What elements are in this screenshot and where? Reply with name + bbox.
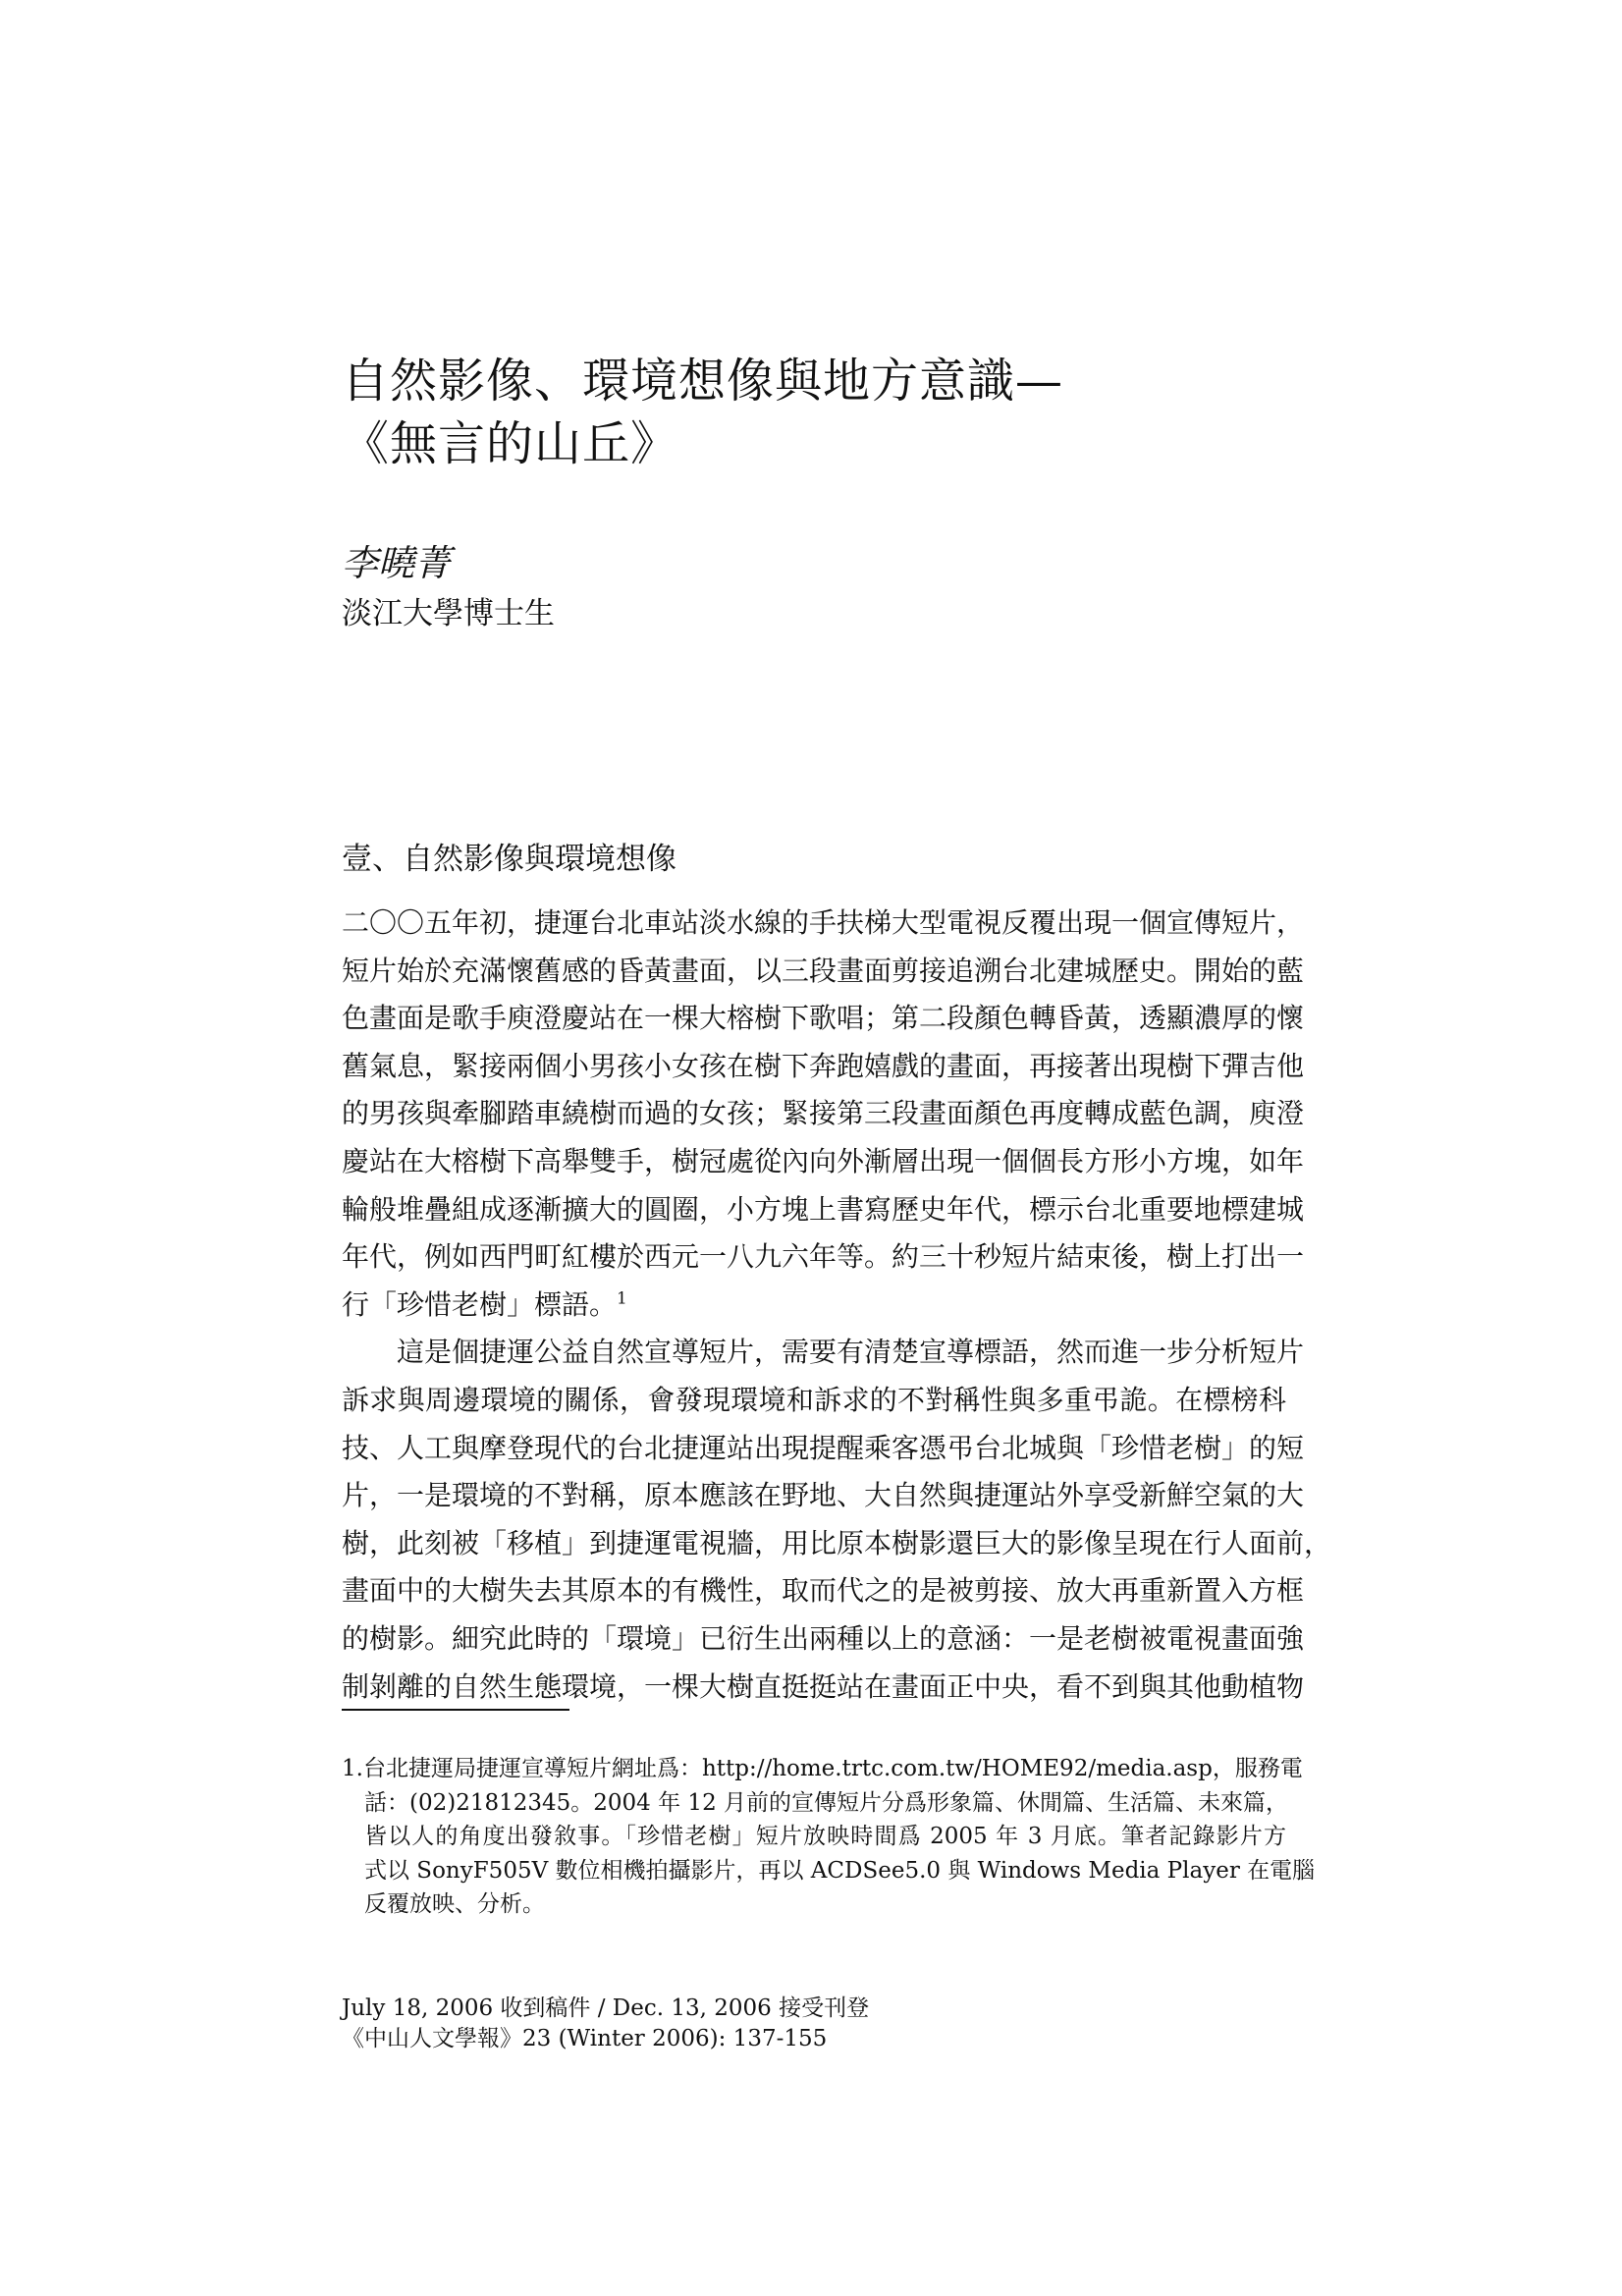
body-line: 技、人工與摩登現代的台北捷運站出現提醒乘客憑弔台北城與「珍惜老樹」的短	[342, 1431, 1305, 1464]
journal-citation: 《中山人文學報》23 (Winter 2006): 137-155	[342, 2026, 828, 2051]
section-heading: 壹、自然影像與環境想像	[342, 842, 676, 877]
footnote-line: 反覆放映、分析。	[364, 1891, 545, 1918]
author-affiliation: 淡江大學博士生	[342, 596, 555, 631]
author-name: 李曉菁	[342, 542, 451, 584]
body-text	[342, 900, 1332, 1711]
footnote-divider	[342, 1709, 569, 1711]
body-line: 色畫面是歌手庾澄慶站在一棵大榕樹下歌唱；第二段顏色轉昏黃，透顯濃厚的懷	[342, 1002, 1305, 1035]
body-line: 的樹影。細究此時的「環境」已衍生出兩種以上的意涵：一是老樹被電視畫面強	[342, 1621, 1305, 1655]
title-line-1: 自然影像、環境想像與地方意識—	[342, 354, 1064, 409]
footnote-line: 話：(02)21812345。2004 年 12 月前的宣傳短片分爲形象篇、休閒篇、生活篇、未來篇，	[364, 1789, 1289, 1816]
body-line: 樹，此刻被「移植」到捷運電視牆，用比原本樹影還巨大的影像呈現在行人面前，	[342, 1526, 1332, 1559]
body-line: 舊氣息，緊接兩個小男孩小女孩在樹下奔跑嬉戲的畫面，再接著出現樹下彈吉他	[342, 1049, 1305, 1082]
footnote	[342, 1752, 1316, 1922]
body-line-text: 行「珍惜老樹」標語。	[342, 1287, 618, 1321]
publication-info	[342, 1994, 869, 2054]
footnote-line: 式以 SonyF505V 數位相機拍攝影片，再以 ACDSee5.0 與 Windows Media Player 在電腦	[364, 1857, 1316, 1884]
body-line: 制剝離的自然生態環境，一棵大樹直挺挺站在畫面正中央，看不到與其他動植物	[342, 1669, 1305, 1703]
paragraph-1	[342, 900, 1305, 1329]
footnote-line: 1.台北捷運局捷運宣導短片網址爲：http://home.trtc.com.tw/HOME92/media.asp，服務電	[342, 1756, 1303, 1781]
body-line: 輪般堆疊組成逐漸擴大的圓圈，小方塊上書寫歷史年代，標示台北重要地標建城	[342, 1192, 1305, 1226]
body-line-with-footnote	[342, 1282, 1286, 1330]
body-line: 二〇〇五年初，捷運台北車站淡水線的手扶梯大型電視反覆出現一個宣傳短片，	[342, 906, 1305, 939]
received-accepted-dates: July 18, 2006 收到稿件 / Dec. 13, 2006 接受刊登	[342, 1995, 870, 2021]
title-line-2: 《無言的山丘》	[342, 416, 679, 471]
body-line: 片，一是環境的不對稱，原本應該在野地、大自然與捷運站外享受新鮮空氣的大	[342, 1479, 1305, 1512]
body-line: 慶站在大榕樹下高舉雙手，樹冠處從內向外漸層出現一個個長方形小方塊，如年	[342, 1144, 1305, 1177]
body-line: 的男孩與牽腳踏車繞樹而過的女孩；緊接第三段畫面顏色再度轉成藍色調，庾澄	[342, 1097, 1305, 1130]
body-line: 年代，例如西門町紅樓於西元一八九六年等。約三十秒短片結束後，樹上打出一	[342, 1240, 1305, 1274]
article-title	[342, 350, 1324, 475]
body-line: 短片始於充滿懷舊感的昏黃畫面，以三段畫面剪接追溯台北建城歷史。開始的藍	[342, 954, 1305, 987]
body-line: 訴求與周邊環境的關係，會發現環境和訴求的不對稱性與多重弔詭。在標榜科	[342, 1383, 1286, 1416]
footnote-marker[interactable]: 1	[617, 1288, 627, 1309]
footnote-line: 皆以人的角度出發敘事。「珍惜老樹」短片放映時間爲 2005 年 3 月底。筆者記錄影片方	[364, 1824, 1286, 1850]
paragraph-2	[342, 1329, 1332, 1711]
body-line: 畫面中的大樹失去其原本的有機性，取而代之的是被剪接、放大再重新置入方框	[342, 1574, 1305, 1608]
body-line: 這是個捷運公益自然宣導短片，需要有清楚宣導標語，然而進一步分析短片	[397, 1336, 1305, 1369]
